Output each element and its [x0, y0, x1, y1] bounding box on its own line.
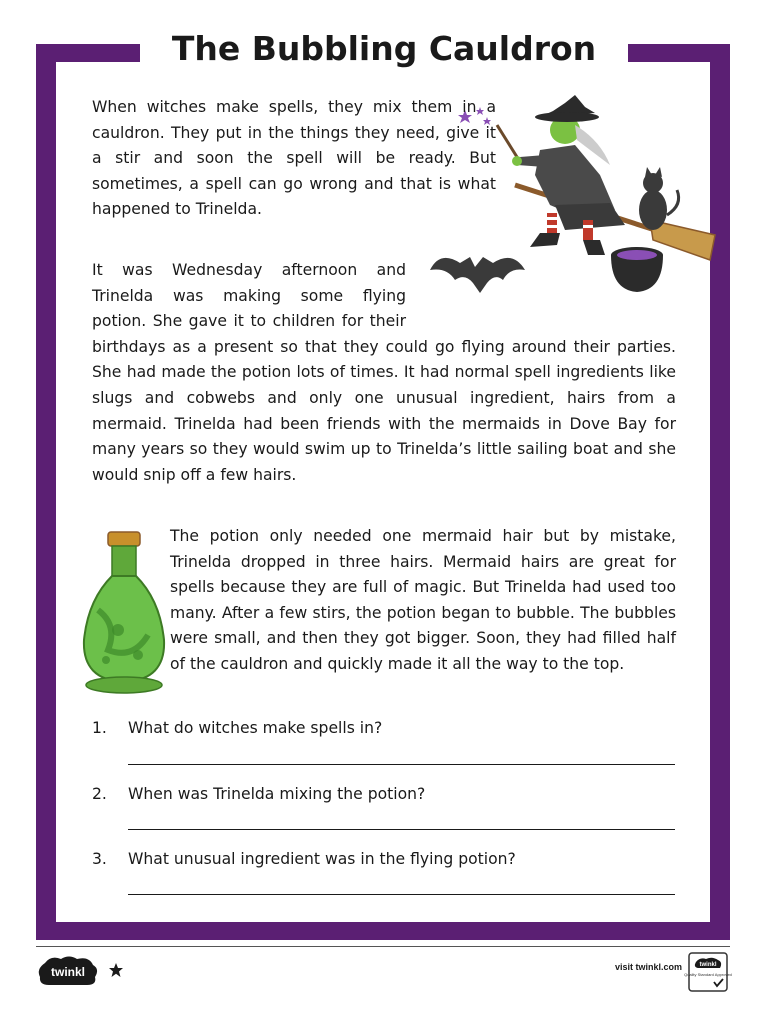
bat-text-wrap-spacer: [406, 258, 676, 330]
twinkl-logo-text: twinkl: [50, 965, 86, 979]
question-text: When was Trinelda mixing the potion?: [128, 785, 426, 803]
bottle-text-wrap-spacer: [92, 524, 170, 699]
paragraph-intro: When witches make spells, they mix them in a cauldron. They put in the things they need, give it a stir and soon the spell will be ready. But sometimes, a spell can go wrong and that is what happened to Trinelda.: [92, 98, 496, 219]
footer-divider: [36, 946, 730, 947]
question-number: 1.: [92, 719, 107, 737]
paragraph-mistake: [92, 524, 676, 699]
badge-text: Quality Standard Approved: [684, 972, 732, 977]
quality-standard-badge: [684, 952, 732, 992]
page-title: The Bubbling Cauldron: [171, 29, 597, 68]
paragraph-wednesday-text: It was Wednesday afternoon and Trinelda was making some flying potion. She gave it to children for their birthdays as a present so that they could go flying around their parties. She had made the potion lots of times. It had normal spell ingredients like slugs and cobwebs and only one unusual ingredient, hairs from a mermaid. Trinelda had been friends with the mermaids in Dove Bay for many years so they would swim up to Trinelda’s little sailing boat and she would snip off a few hairs.: [92, 261, 676, 484]
twinkl-logo[interactable]: [37, 955, 99, 987]
paragraph-mistake-text: The potion only needed one mermaid hair but by mistake, Trinelda dropped in three hairs. Mermaid hairs are great for spells because they are full of magic. But Trinelda had used too many. After a few stirs, the potion began to bubble. The bubbles were small, and then they got bigger. Soon, they had filled half of the cauldron and quickly made it all the way to the top.: [170, 527, 676, 673]
answer-line-2[interactable]: [128, 829, 675, 830]
answer-line-1[interactable]: [128, 764, 675, 765]
star-icon[interactable]: [108, 962, 124, 978]
answer-line-3[interactable]: [128, 894, 675, 895]
question-number: 2.: [92, 785, 107, 803]
question-text: What do witches make spells in?: [128, 719, 383, 737]
paragraph-wednesday: [92, 258, 676, 488]
visit-twinkl-link[interactable]: visit twinkl.com: [614, 962, 682, 972]
question-text: What unusual ingredient was in the flying potion?: [128, 850, 516, 868]
question-number: 3.: [92, 850, 107, 868]
badge-logo-text: twinkl: [699, 962, 717, 968]
